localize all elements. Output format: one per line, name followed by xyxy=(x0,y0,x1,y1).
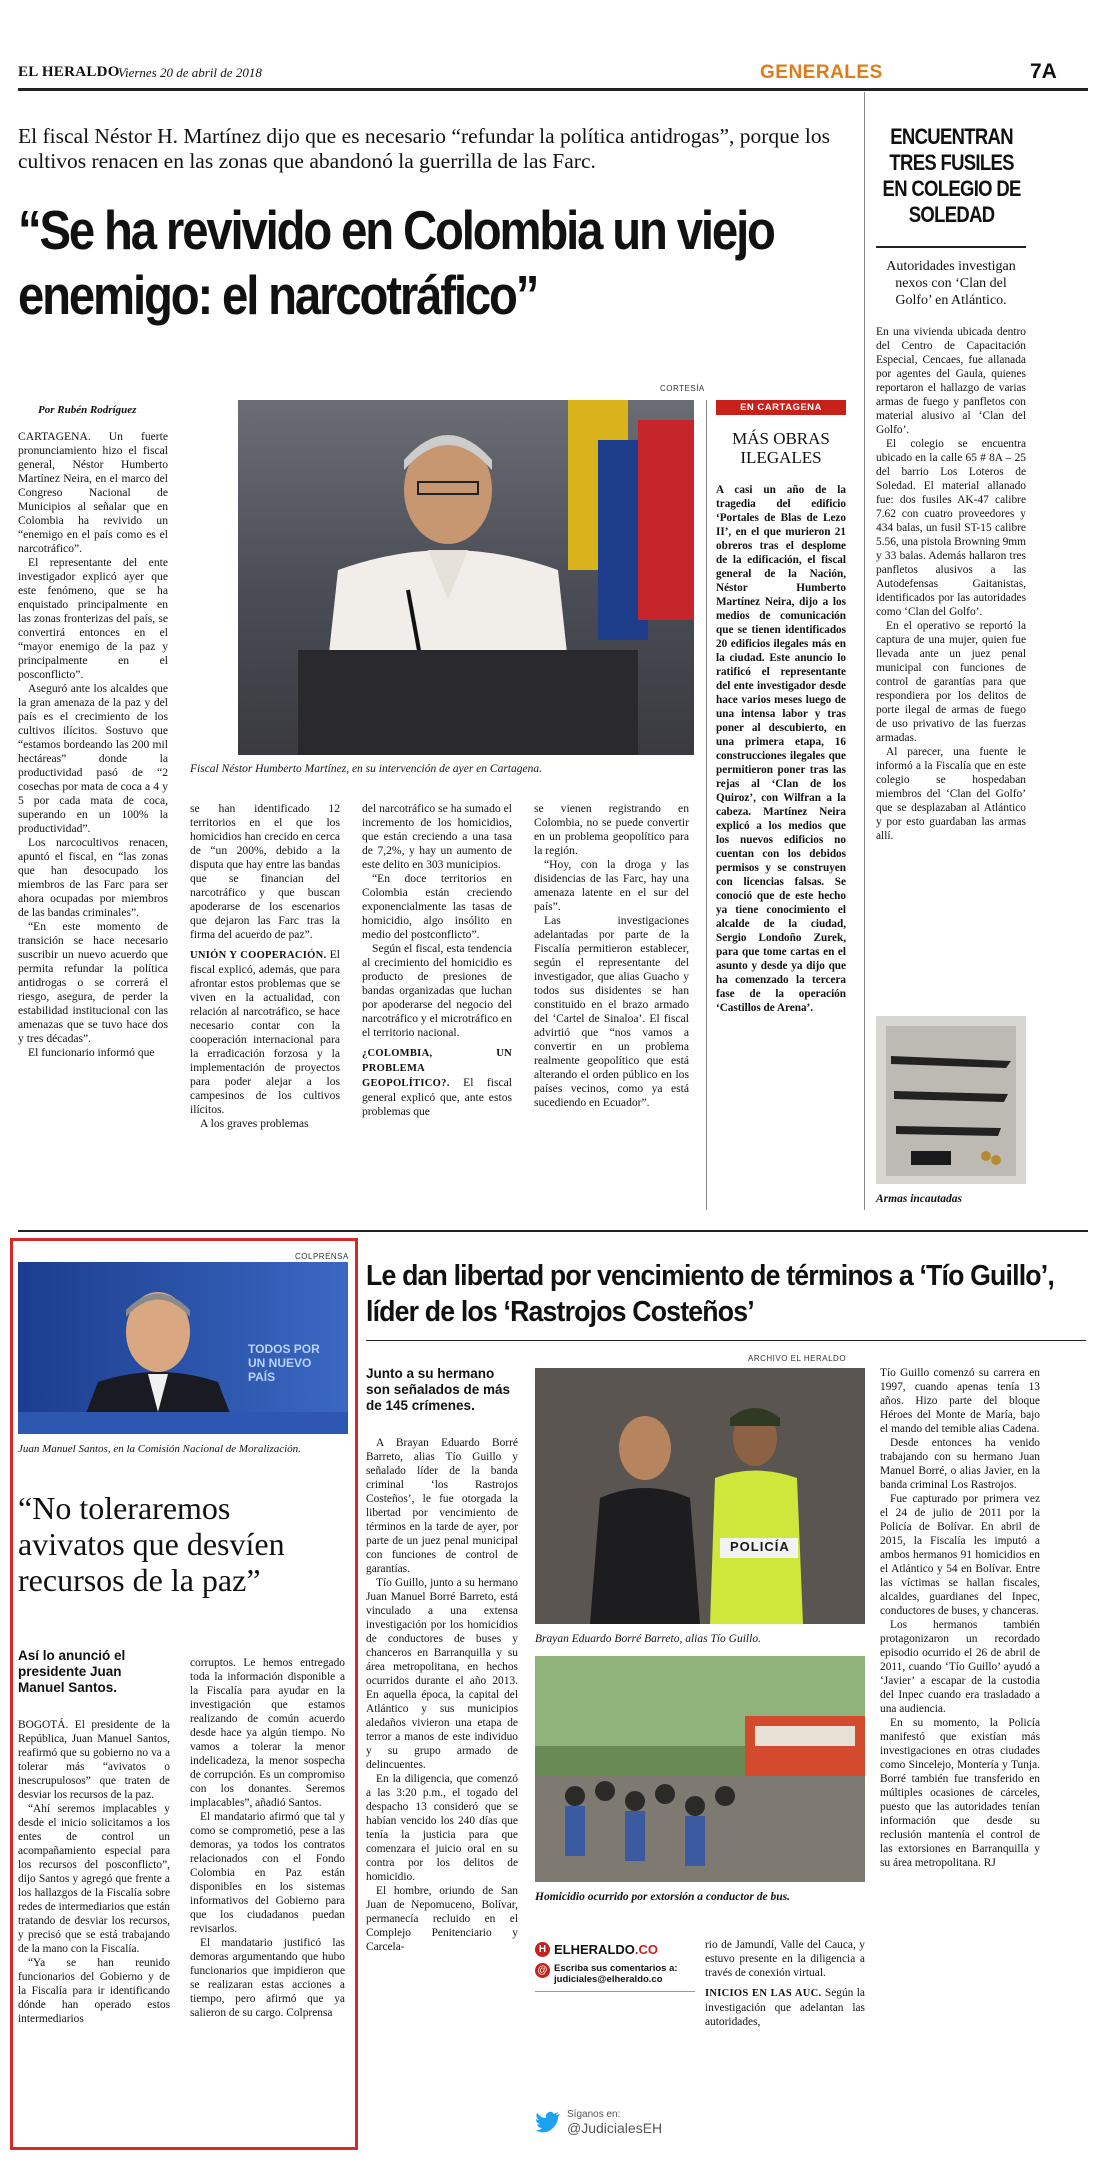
weapons-photo xyxy=(876,1016,1026,1184)
santos-col-2 xyxy=(190,1656,345,2020)
paragraph: Según el fiscal, esta tendencia al crecimiento del homicidio es producto de presiones de bandas organizadas que luchan por apoderarse del negocio del narcotráfico y el microtráfico en el territorio nacional. xyxy=(362,942,512,1039)
paragraph: se han identificado 12 territorios en el que los homicidios han crecido en cerca de “un 200%, debido a la disputa que hay entre las bandas que se financian del narcotráfico y que buscan apoderarse de los escenarios que dejaron las Farc tras la firma del acuerdo de paz”. xyxy=(190,802,340,941)
paragraph: Los narcocultivos renacen, apuntó el fiscal, en “las zonas que han desocupado los miembros de las Farc para ser ahora ocupadas por miembros de las bandas criminales”. xyxy=(18,836,168,919)
guillo-col-2 xyxy=(705,1938,865,2029)
fiscal-photo xyxy=(238,400,694,755)
paragraph: “Ya se han reunido funcionarios del Gobierno y de la Fiscalía para ir identificando dónde han operado estos intermediarios xyxy=(18,1957,170,2025)
comments-promo xyxy=(535,1942,695,2022)
guillo-deck: Junto a su hermano son señalados de más de 145 crímenes. xyxy=(366,1366,511,1413)
masthead xyxy=(18,60,1088,86)
weapons-caption: Armas incautadas xyxy=(876,1193,962,1205)
santos-deck: Así lo anunció el presidente Juan Manuel Santos. xyxy=(18,1648,126,1695)
main-deck: El fiscal Néstor H. Martínez dijo que es necesario “refundar la política antidrogas”, porque los cultivos renacen en las zonas que abandonó la guerrilla de las Farc. xyxy=(18,124,830,173)
paragraph: El mandatario afirmó que tal y como se comprometió, pese a las demoras, ya todos los contratos relacionados con el Fondo Colombia en Paz están disponibles en los sistemas informativos del Gobierno para que los ciudadanos puedan revisarlos. xyxy=(190,1811,345,1935)
santos-photo-credit: COLPRENSA xyxy=(295,1252,349,1261)
paragraph: rio de Jamundí, Valle del Cauca, y estuvo presente en la diligencia a través de conexión virtual. xyxy=(705,1939,865,1979)
guillo-col-3 xyxy=(880,1366,1040,1870)
at-icon: @ xyxy=(535,1963,550,1978)
rail-divider xyxy=(864,92,865,1210)
paragraph: BOGOTÁ. El presidente de la República, Juan Manuel Santos, reafirmó que su gobierno no va a tolerar más “avivatos o inescrupulosos” que traten de desviar los recursos de la paz. xyxy=(18,1719,170,1801)
subhead-geopolitico: ¿COLOMBIA, UN PROBLEMA GEOPOLÍTICO?. xyxy=(362,1048,512,1089)
promo-divider xyxy=(535,1991,695,1992)
rail-rule xyxy=(876,246,1026,248)
page-number: 7A xyxy=(1030,60,1057,83)
paragraph: se vienen registrando en Colombia, no se puede convertir en un problema geopolítico para la región. xyxy=(534,802,689,857)
subhead-union: UNIÓN Y COOPERACIÓN. xyxy=(190,950,327,961)
twitter-bird-icon xyxy=(535,2111,561,2133)
promo-brand: ELHERALDO xyxy=(554,1942,635,1957)
right-rail xyxy=(876,124,1026,843)
heraldo-logo-icon: H xyxy=(535,1942,550,1957)
paragraph: A Brayan Eduardo Borré Barreto, alias Tío Guillo y señalado líder de la banda criminal ‘los Rastrojos Costeños’, le fue otorgada la libertad por vencimiento de términos en la tarde de ayer, por parte de un juez penal municipal con funciones de control de garantías. xyxy=(366,1437,518,1575)
section-name: GENERALES xyxy=(760,62,883,83)
promo-email[interactable]: judiciales@elheraldo.co xyxy=(554,1974,663,1985)
paragraph: El hombre, oriundo de San Juan de Nepomuceno, Bolívar, permanecía recluido en el Complejo Penitenciario y Carcela- xyxy=(366,1885,518,1953)
guillo-photo-caption: Brayan Eduardo Borré Barreto, alias Tío Guillo. xyxy=(535,1633,761,1645)
police-vest-text: POLICÍA xyxy=(730,1539,790,1554)
cartagena-tag: EN CARTAGENA xyxy=(716,400,846,415)
paragraph: “En este momento de transición se hace necesario suscribir un nuevo acuerdo que permita refundar la política antidrogas o se correrá el riesgo, asegura, de perder la estabilidad institucional con las amenazas que se tuvo hace dos y tres décadas”. xyxy=(18,920,168,1045)
main-col-4 xyxy=(534,802,689,1110)
subhead-auc: INICIOS EN LAS AUC. xyxy=(705,1988,822,1999)
paragraph: “En doce territorios en Colombia están creciendo exponencialmente las tasas de homicidio, algo insólito en medio del postconflicto”. xyxy=(362,872,512,941)
paragraph: “Ahí seremos implacables y desde el inicio solicitamos a los entes de control un acompañamiento especial para los recursos del posconflicto”, dijo Santos y agregó que frente a los hallazgos de la Fiscalía sobre redes de intermediarios que están tratando de desviar los recursos, y precisó que se está trabajando de la mano con la Fiscalía. xyxy=(18,1803,170,1955)
paragraph: El colegio se encuentra ubicado en la calle 65 # 8A – 25 del barrio Los Loteros de Soledad. El material allanado fue: dos fusiles AK-47 calibre 7.62 con cuatro proveedores y 434 balas, un fusil ST-15 calibre 5.56, una pistola Browning 9mm y 33 balas. Además hallaron tres panfletos alusivos a las Autodefensas Gaitanistas, identificados por las autoridades como ‘Clan del Golfo’. xyxy=(876,438,1026,618)
guillo-photo-credit: ARCHIVO EL HERALDO xyxy=(748,1354,847,1363)
paper-name: EL HERALDO xyxy=(18,64,120,80)
bus-photo-caption: Homicidio ocurrido por extorsión a conductor de bus. xyxy=(535,1891,790,1903)
rail-body xyxy=(876,325,1026,843)
twitter-promo xyxy=(535,2105,695,2139)
paragraph: El representante del ente investigador explicó ayer que este fenómeno, que se ha enquistado principalmente en las zonas fronterizas del país, se convertirá entonces en el “mayor enemigo de la paz y principalmente en el posconflicto”. xyxy=(18,556,168,681)
byline: Por Rubén Rodríguez xyxy=(38,404,137,416)
twitter-label: Síganos en: xyxy=(567,2108,621,2120)
paragraph: En la diligencia, que comenzó a las 3:20 p.m., el togado del despacho 13 consideró que se habían vencido los 240 días que tenía la justicia para que comenzara el juicio oral en su contra por los delitos de homicidio. xyxy=(366,1773,518,1883)
paragraph: Aseguró ante los alcaldes que la gran amenaza de la paz y del país es el crecimiento de los cultivos ilícitos. Sostuvo que “estamos bordeando las 200 mil hectáreas” donde la productividad pasó de “2 cosechas por mata de coca a 4 y 5 por cada mata de coca, superando en un 100% la productividad”. xyxy=(18,682,168,835)
paragraph: Según la investigación que adelantan las autoridades, xyxy=(705,1987,865,2028)
masthead-rule xyxy=(18,88,1088,91)
santos-backdrop-text: TODOS POR UN NUEVO PAÍS xyxy=(248,1342,320,1384)
paragraph: El fiscal general explicó que, ante estos problemas que xyxy=(362,1076,512,1118)
fiscal-photo-caption: Fiscal Néstor Humberto Martínez, en su intervención de ayer en Cartagena. xyxy=(190,763,542,775)
paragraph: Tío Guillo, junto a su hermano Juan Manuel Borré Barreto, está vinculado a una extensa investigación por los homicidios de conductores de buses y chanceros en Barranquilla y su área metropolitana, en hechos ocurridos durante el año 2013. En aquella época, la capital del Atlántico y sus municipios aledaños vivieron una etapa de terror a manos de este individuo y su grupo armado de delincuentes. xyxy=(366,1577,518,1771)
photo-credit: CORTESÍA xyxy=(660,384,705,393)
section-rule xyxy=(18,1230,1088,1232)
guillo-headline: Le dan libertad por vencimiento de términos a ‘Tío Guillo’, líder de los ‘Rastrojos Costeños’ xyxy=(366,1260,1054,1328)
paragraph: del narcotráfico se ha sumado el incremento de los homicidios, que están creciendo a una tasa de 7,2%, y hay un aumento de este delito en 303 municipios. xyxy=(362,802,512,871)
paragraph: Desde entonces ha venido trabajando con su hermano Juan Manuel Borré, o alias Javier, en la banda criminal Los Rastrojos. xyxy=(880,1437,1040,1491)
paragraph: Tío Guillo comenzó su carrera en 1997, cuando apenas tenía 13 años. Hizo parte del bloque Héroes del Monte de María, bajo el mando del temible alias Cadena. xyxy=(880,1367,1040,1435)
main-col-1 xyxy=(18,430,168,1060)
santos-photo xyxy=(18,1262,348,1434)
bus-photo xyxy=(535,1656,865,1882)
promo-domain: .CO xyxy=(634,1942,659,1957)
twitter-handle[interactable]: @JudicialesEH xyxy=(567,2119,663,2136)
promo-text: Escriba sus comentarios a: xyxy=(554,1963,678,1974)
paragraph: En su momento, la Policía manifestó que existían más investigaciones en otras ciudades como Sincelejo, Montería y Tunja. Borré también fue transferido en múltiples ocasiones de cárceles, puesto que las autoridades tenían información que desde su reclusión mantenía el control de las extorsiones en Barranquilla y su área metropolitana. RJ xyxy=(880,1717,1040,1869)
guillo-col-1 xyxy=(366,1436,518,1954)
santos-col-1 xyxy=(18,1718,170,2026)
paragraph: Las investigaciones adelantadas por parte de la Fiscalía permitieron establecer, según el representante del investigador, que alias Guacho y todos sus disidentes se han constituido en el brazo armado del ‘Cartel de Sinaloa’. El fiscal advirtió que “nos vamos a convertir en un problema realmente geopolítico que está alterando el orden público en los países vecinos, como ya está sucediendo en Ecuador”. xyxy=(534,914,689,1109)
guillo-photo xyxy=(535,1368,865,1624)
guillo-rule xyxy=(366,1340,1086,1341)
paragraph: A los graves problemas xyxy=(200,1117,309,1130)
santos-headline: “No toleraremos avivatos que desvíen recursos de la paz” xyxy=(18,1490,285,1598)
paragraph: El mandatario justificó las demoras argumentando que hubo funcionarios que impidieron que se realizaran estas acciones a tiempo, pero afirmó que ya salieron de su cargo. Colprensa xyxy=(190,1937,345,2019)
cartagena-sidebar xyxy=(716,400,846,1015)
cartagena-title: MÁS OBRAS ILEGALES xyxy=(732,429,830,467)
paragraph: El funcionario informó que xyxy=(28,1046,155,1059)
paragraph: corruptos. Le hemos entregado toda la información disponible a la Fiscalía para ayudar en la investigación que estamos realizando de común acuerdo desde hace ya algún tiempo. No vamos a tolerar la menor indelicadeza, la menor sospecha de corrupción. Es un compromiso con los donantes. Seremos implacables”, añadió Santos. xyxy=(190,1657,345,1809)
main-col-2 xyxy=(190,802,340,1131)
paragraph: En el operativo se reportó la captura de una mujer, quien fue llevada ante un juez penal municipal con funciones de control de garantías para que respondiera por los delitos de porte ilegal de armas de fuego de uso privativo de las fuerzas armadas. xyxy=(876,620,1026,744)
rail-headline: ENCUENTRAN TRES FUSILES EN COLEGIO DE SOLEDAD xyxy=(882,124,1021,227)
paragraph: Al parecer, una fuente le informó a la Fiscalía que en este colegio se hospedaban miembros del ‘Clan del Golfo’ que se desplazaban al Atlántico y por esto guardaban las armas allí. xyxy=(876,746,1026,842)
santos-photo-caption: Juan Manuel Santos, en la Comisión Nacional de Moralización. xyxy=(18,1443,301,1455)
paragraph: Fue capturado por primera vez el 24 de julio de 2011 por la Policía de Bolívar. En abril de 2015, la Fiscalía les imputó a ambos hermanos 91 homicidios en el Atlántico y 54 en Bolívar. Entre las víctimas se hallan fiscales, alcaldes, guardianes del Inpec, conductores de buses, y chanceras. xyxy=(880,1493,1040,1617)
paragraph: CARTAGENA. Un fuerte pronunciamiento hizo el fiscal general, Néstor Humberto Martínez Neira, en el marco del Congreso Nacional de Municipios al señalar que en Colombia ha revivido un “enemigo en el país como es el narcotráfico”. xyxy=(18,430,168,555)
sidebar-divider xyxy=(706,400,707,1210)
paragraph: Los hermanos también protagonizaron un recordado episodio ocurrido el 26 de abril de 2011, cuando ‘Tío Guillo’ ayudó a ‘Javier’ a escapar de la custodia del Inpec cuando era trasladado a una audiencia. xyxy=(880,1619,1040,1715)
main-headline: “Se ha revivido en Colombia un viejo enemigo: el narcotráfico” xyxy=(18,199,774,326)
paragraph: El fiscal explicó, además, que para afrontar estos problemas que se viven en la actualidad, con relación al narcotráfico, se hace necesario contar con la cooperación internacional para la erradicación forzosa y la implementación de proyectos para poder alejar a los campesinos de los cultivos ilícitos. xyxy=(190,948,340,1116)
main-col-3 xyxy=(362,802,512,1119)
rail-deck: Autoridades investigan nexos con ‘Clan del Golfo’ en Atlántico. xyxy=(886,259,1016,308)
paragraph: En una vivienda ubicada dentro del Centro de Capacitación Especial, Cencaes, fue allanada por agentes del Gaula, quienes reportaron el hallazgo de varias armas de fuego y panfletos con material alusivo al ‘Clan del Golfo’. xyxy=(876,326,1026,436)
paragraph: “Hoy, con la droga y las disidencias de las Farc, hay una amenaza latente en el sur del país”. xyxy=(534,858,689,913)
issue-date: Viernes 20 de abril de 2018 xyxy=(118,65,262,80)
cartagena-body: A casi un año de la tragedia del edificio ‘Portales de Blas de Lezo II’, en el que murieron 21 obreros tras el desplome de la edificación, el fiscal general de la Nación, Néstor Humberto Martínez Neira, dijo a los medios de comunicación que se tienen identificados 20 edificios ilegales más en la ciudad. Este anuncio lo ratificó el representante del ente investigador desde hace varios meses luego de una intensa labor y tras poner al descubierto, en una primera etapa, 16 construcciones ilegales que permitieron poner tras las rejas al ‘Clan de los Quiroz’, con Wilfran a la cabeza. Martínez Neira explicó a los medios que los nuevos edificios no cuentan con los debidos permisos y se construyen con licencias falsas. Se conoció que de este hecho ya tiene conocimiento el alcalde de la ciudad, Sergio Londoño Zurek, para que tome cartas en el asunto y desde ya dijo que ha comenzado la tercera fase de la operación ‘Castillos de Arena’. xyxy=(716,484,846,1014)
